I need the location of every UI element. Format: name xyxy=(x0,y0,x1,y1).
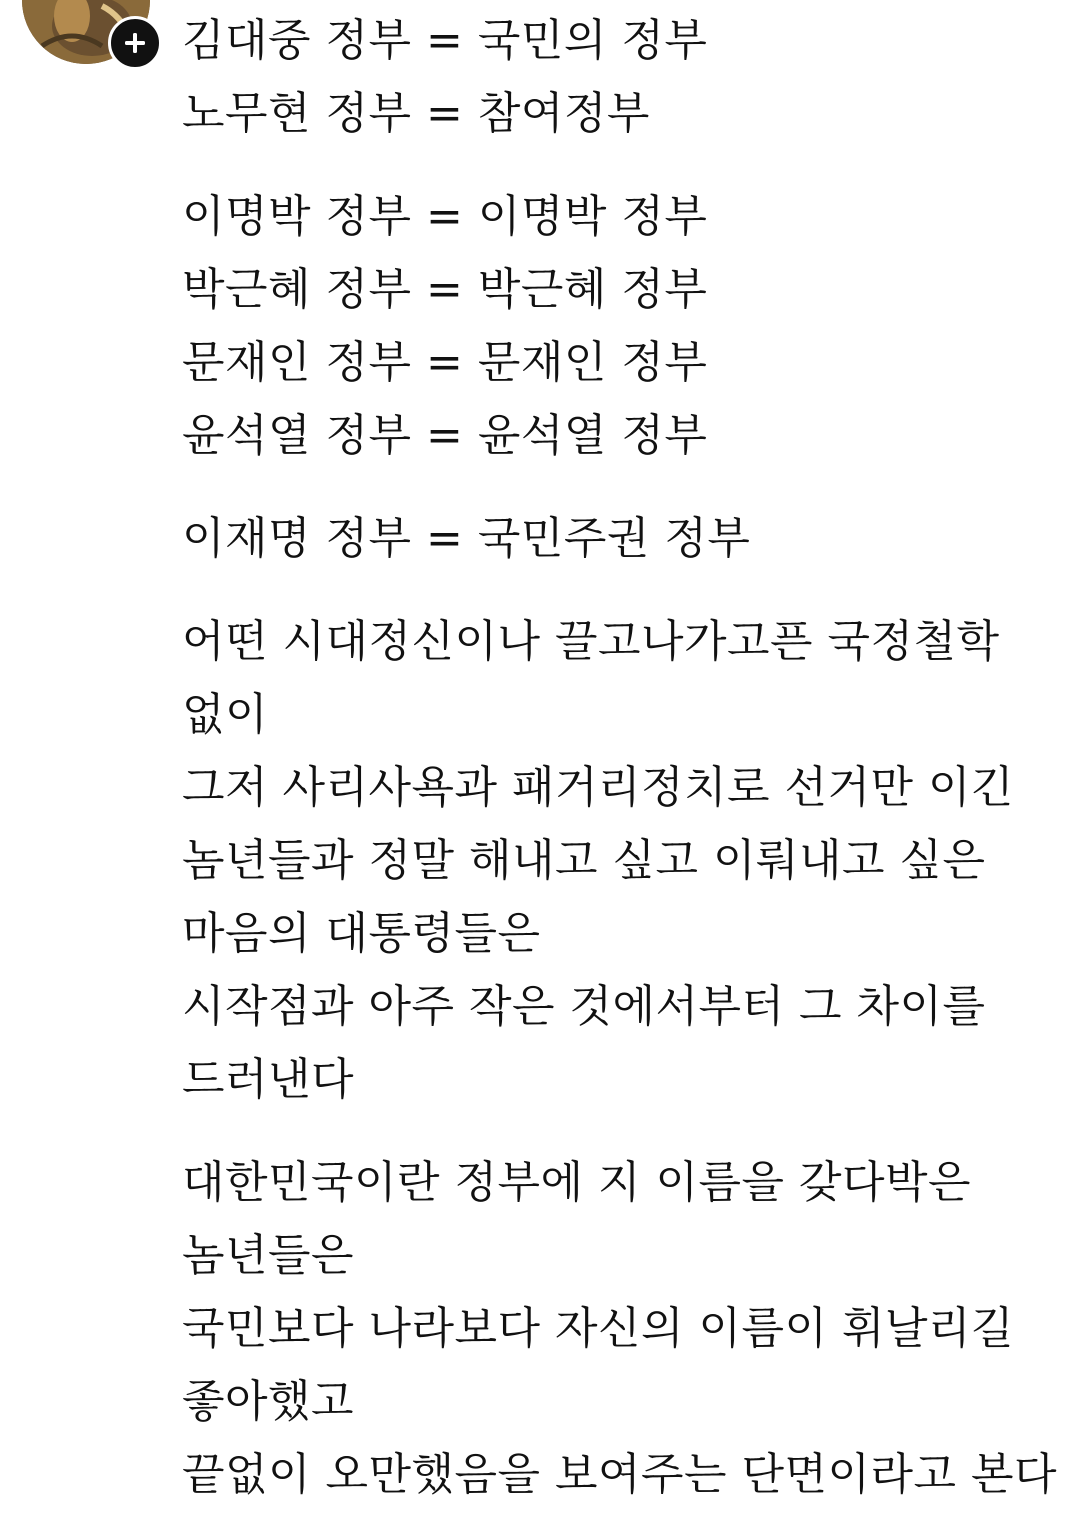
paragraph xyxy=(182,180,1062,472)
paragraph xyxy=(182,4,1062,150)
text-line: 이재명 정부 = 국민주권 정부 xyxy=(182,513,751,564)
text-line: 이명박 정부 = 이명박 정부 xyxy=(182,191,708,242)
text-line: 국민보다 나라보다 자신의 이름이 휘날리길 xyxy=(182,1303,1015,1354)
text-line: 윤석열 정부 = 윤석열 정부 xyxy=(182,410,708,461)
post-text xyxy=(182,0,1062,1511)
text-line: 박근혜 정부 = 박근혜 정부 xyxy=(182,264,708,315)
text-line: 대한민국이란 정부에 지 이름을 갖다박은 xyxy=(182,1157,972,1208)
text-line: 없이 xyxy=(182,689,269,740)
paragraph xyxy=(182,1146,1062,1511)
text-line: 마음의 대통령들은 xyxy=(182,908,541,959)
text-line: 놈년들과 정말 해내고 싶고 이뤄내고 싶은 xyxy=(182,835,986,886)
text-line: 어떤 시대정신이나 끌고나가고픈 국정철학 xyxy=(182,616,1000,667)
paragraph xyxy=(182,502,1062,575)
text-line: 끝없이 오만했음을 보여주는 단면이라고 본다 xyxy=(182,1449,1058,1500)
text-line: 문재인 정부 = 문재인 정부 xyxy=(182,337,708,388)
text-line: 시작점과 아주 작은 것에서부터 그 차이를 xyxy=(182,981,986,1032)
text-line: 드러낸다 xyxy=(182,1054,355,1105)
follow-button[interactable] xyxy=(108,16,162,70)
plus-icon xyxy=(120,28,150,58)
text-line: 그저 사리사욕과 패거리정치로 선거만 이긴 xyxy=(182,762,1015,813)
text-line: 김대중 정부 = 국민의 정부 xyxy=(182,15,708,66)
paragraph xyxy=(182,605,1062,1116)
text-line: 놈년들은 xyxy=(182,1230,355,1281)
text-line: 좋아했고 xyxy=(182,1376,355,1427)
text-line: 노무현 정부 = 참여정부 xyxy=(182,88,650,139)
